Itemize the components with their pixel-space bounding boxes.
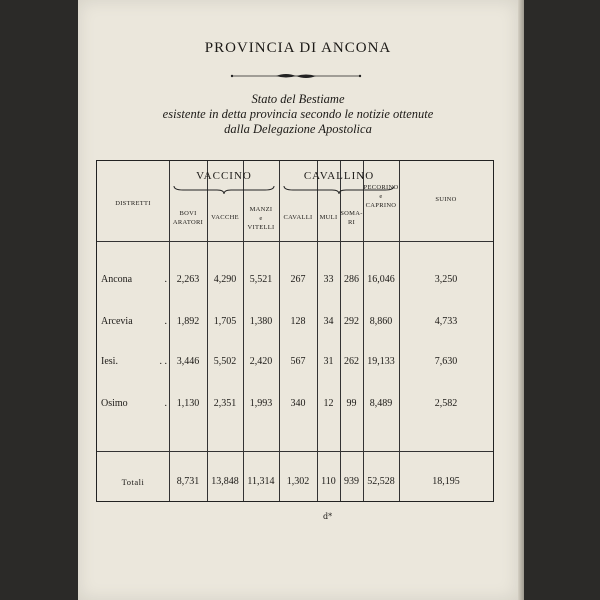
cell-manzi: 2,420: [249, 356, 273, 367]
cell-vacche: 1,705: [213, 316, 237, 327]
subtitle-line: Stato del Bestiame: [251, 92, 345, 106]
cell-muli: 34: [323, 316, 334, 327]
cell-muli: 33: [323, 274, 334, 285]
cell-cavalli: 567: [290, 356, 306, 367]
cell-somari: 99: [346, 398, 357, 409]
district-header: DISTRETTI: [115, 200, 151, 207]
cell-muli: 31: [323, 356, 334, 367]
cell-vacche: 5,502: [213, 356, 237, 367]
cell-muli: 12: [323, 398, 334, 409]
cell-bovi: 1,130: [176, 398, 200, 409]
group-header-vaccino: VACCINO: [196, 170, 252, 182]
cell-suino: 2,582: [434, 398, 458, 409]
subtitle-line: esistente in detta provincia secondo le notizie ottenute: [162, 107, 434, 121]
cell-bovi: 1,892: [176, 316, 200, 327]
cell-vacche: 2,351: [213, 398, 237, 409]
row-district: Iesi. . .: [101, 356, 167, 367]
col-header-cavalli: CAVALLI: [283, 214, 313, 221]
signature-mark: d*: [323, 512, 333, 521]
col-header-somari: SOMA- RI: [340, 210, 363, 226]
cell-somari: 292: [344, 316, 359, 327]
page-title: PROVINCIA DI ANCONA: [204, 40, 392, 56]
cell-bovi: 3,446: [176, 356, 200, 367]
total-bovi: 8,731: [176, 476, 200, 487]
col-header-suino: SUINO: [435, 196, 457, 203]
row-district: Arcevia .: [101, 316, 167, 327]
cell-pecorino: 19,133: [367, 356, 395, 367]
row-district: Ancona .: [101, 274, 167, 285]
cell-pecorino: 8,489: [369, 398, 393, 409]
row-district: Osimo .: [101, 398, 167, 409]
brace-icon: [173, 185, 275, 195]
cell-somari: 262: [344, 356, 359, 367]
cell-cavalli: 267: [290, 274, 306, 285]
cell-pecorino: 16,046: [367, 274, 395, 285]
subtitle-line: dalla Delegazione Apostolica: [224, 122, 372, 136]
total-muli: 110: [321, 476, 336, 487]
total-pecorino: 52,528: [367, 476, 395, 487]
col-header-manzi: MANZI e VITELLI: [247, 206, 275, 231]
cell-manzi: 5,521: [249, 274, 273, 285]
cell-suino: 4,733: [434, 316, 458, 327]
total-manzi: 11,314: [247, 476, 275, 487]
cell-manzi: 1,380: [249, 316, 273, 327]
cell-somari: 286: [344, 274, 359, 285]
cell-bovi: 2,263: [176, 274, 200, 285]
cell-pecorino: 8,860: [369, 316, 393, 327]
cell-suino: 7,630: [434, 356, 458, 367]
cell-cavalli: 340: [290, 398, 306, 409]
group-header-cavallino: CAVALLINO: [303, 170, 375, 182]
book-page: [78, 0, 518, 600]
cell-cavalli: 128: [290, 316, 306, 327]
ornament-divider-icon: [226, 71, 366, 81]
total-vacche: 13,848: [211, 476, 239, 487]
col-header-muli: MULI: [319, 214, 338, 221]
total-somari: 939: [344, 476, 359, 487]
col-header-pecorino: PECORINO e CAPRINO: [363, 184, 399, 209]
total-cavalli: 1,302: [286, 476, 310, 487]
livestock-table: [96, 160, 494, 502]
totals-label: Totali: [121, 477, 145, 487]
col-header-vacche: VACCHE: [211, 214, 239, 221]
total-suino: 18,195: [432, 476, 460, 487]
cell-vacche: 4,290: [213, 274, 237, 285]
subtitle: [78, 92, 518, 137]
col-header-bovi: BOVI ARATORI: [172, 210, 204, 226]
cell-suino: 3,250: [434, 274, 458, 285]
cell-manzi: 1,993: [249, 398, 273, 409]
page-edge: [518, 0, 524, 600]
